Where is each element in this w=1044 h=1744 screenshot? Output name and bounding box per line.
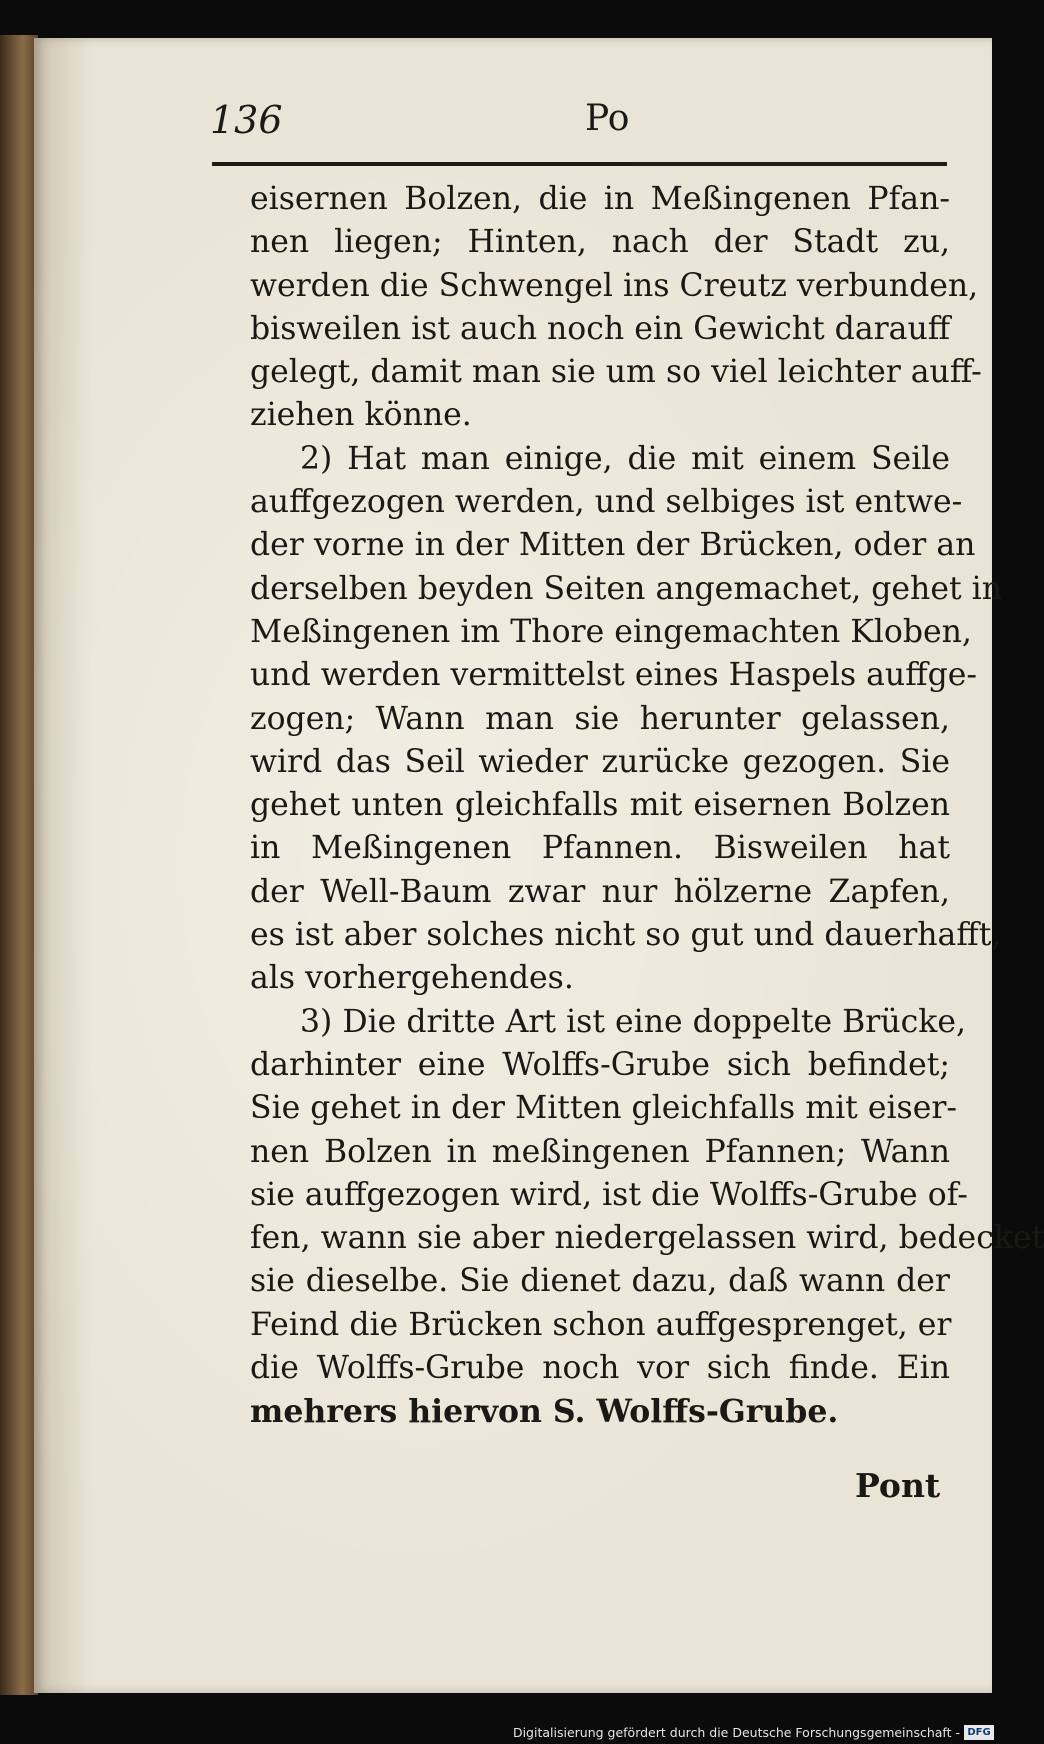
text-line: 3) Die dritte Art ist eine doppelte Brücke, — [300, 1003, 967, 1040]
footer-credit: Digitalisierung gefördert durch die Deutsche Forschungsgemeinschaft - — [512, 1725, 960, 1740]
page-number: 136 — [210, 98, 283, 142]
text-line: Sie gehet in der Mitten gleichfalls mit eiser- — [250, 1090, 958, 1127]
text-line: bisweilen ist auch noch ein Gewicht darauff — [250, 310, 951, 347]
text-line: nen liegen; Hinten, nach der Stadt zu, — [250, 224, 950, 261]
text-line: als vorhergehendes. — [250, 960, 574, 997]
text-line: wird das Seil wieder zurücke gezogen. Sie — [250, 743, 950, 780]
catchword: Pont — [855, 1466, 941, 1505]
text-line: mehrers hiervon S. Wolffs-Grube. — [250, 1393, 839, 1431]
text-line: eisernen Bolzen, die in Meßingenen Pfan- — [250, 181, 950, 217]
book-spine-edge — [0, 35, 38, 1695]
text-line: gelegt, damit man sie um so viel leichter auff- — [250, 354, 982, 391]
running-head: Po — [585, 98, 630, 139]
text-line: die Wolffs-Grube noch vor sich finde. Ein — [250, 1350, 950, 1387]
text-line: der vorne in der Mitten der Brücken, oder an — [250, 527, 976, 564]
text-line: nen Bolzen in meßingenen Pfannen; Wann — [250, 1133, 950, 1170]
text-line: zogen; Wann man sie herunter gelassen, — [250, 700, 950, 737]
text-line: sie dieselbe. Sie dienet dazu, daß wann der — [250, 1263, 950, 1300]
text-line: der Well-Baum zwar nur hölzerne Zapfen, — [250, 873, 950, 910]
text-line: auffgezogen werden, und selbiges ist entwe- — [250, 484, 963, 521]
text-line: gehet unten gleichfalls mit eisernen Bolzen — [250, 787, 950, 824]
text-line: werden die Schwengel ins Creutz verbunden, — [250, 267, 979, 304]
dfg-logo: DFG — [964, 1725, 994, 1740]
text-line: derselben beyden Seiten angemachet, gehet in — [250, 570, 1003, 607]
text-line: in Meßingenen Pfannen. Bisweilen hat — [250, 830, 950, 867]
text-line: 2) Hat man einige, die mit einem Seile — [300, 440, 950, 477]
text-line: es ist aber solches nicht so gut und dauerhafft, — [250, 917, 1002, 954]
text-line: darhinter eine Wolffs-Grube sich befindet; — [250, 1046, 950, 1083]
text-line: sie auffgezogen wird, ist die Wolffs-Grube of- — [250, 1176, 968, 1213]
body-text — [250, 178, 1044, 1434]
text-line: Meßingenen im Thore eingemachten Kloben, — [250, 613, 972, 650]
text-line: fen, wann sie aber niedergelassen wird, bedecket — [250, 1220, 1044, 1257]
footer-bar — [0, 1722, 1000, 1744]
text-line: und werden vermittelst eines Haspels auffge- — [250, 657, 978, 694]
header-rule — [212, 162, 947, 166]
text-line: ziehen könne. — [250, 397, 472, 434]
text-line: Feind die Brücken schon auffgesprenget, er — [250, 1306, 952, 1343]
